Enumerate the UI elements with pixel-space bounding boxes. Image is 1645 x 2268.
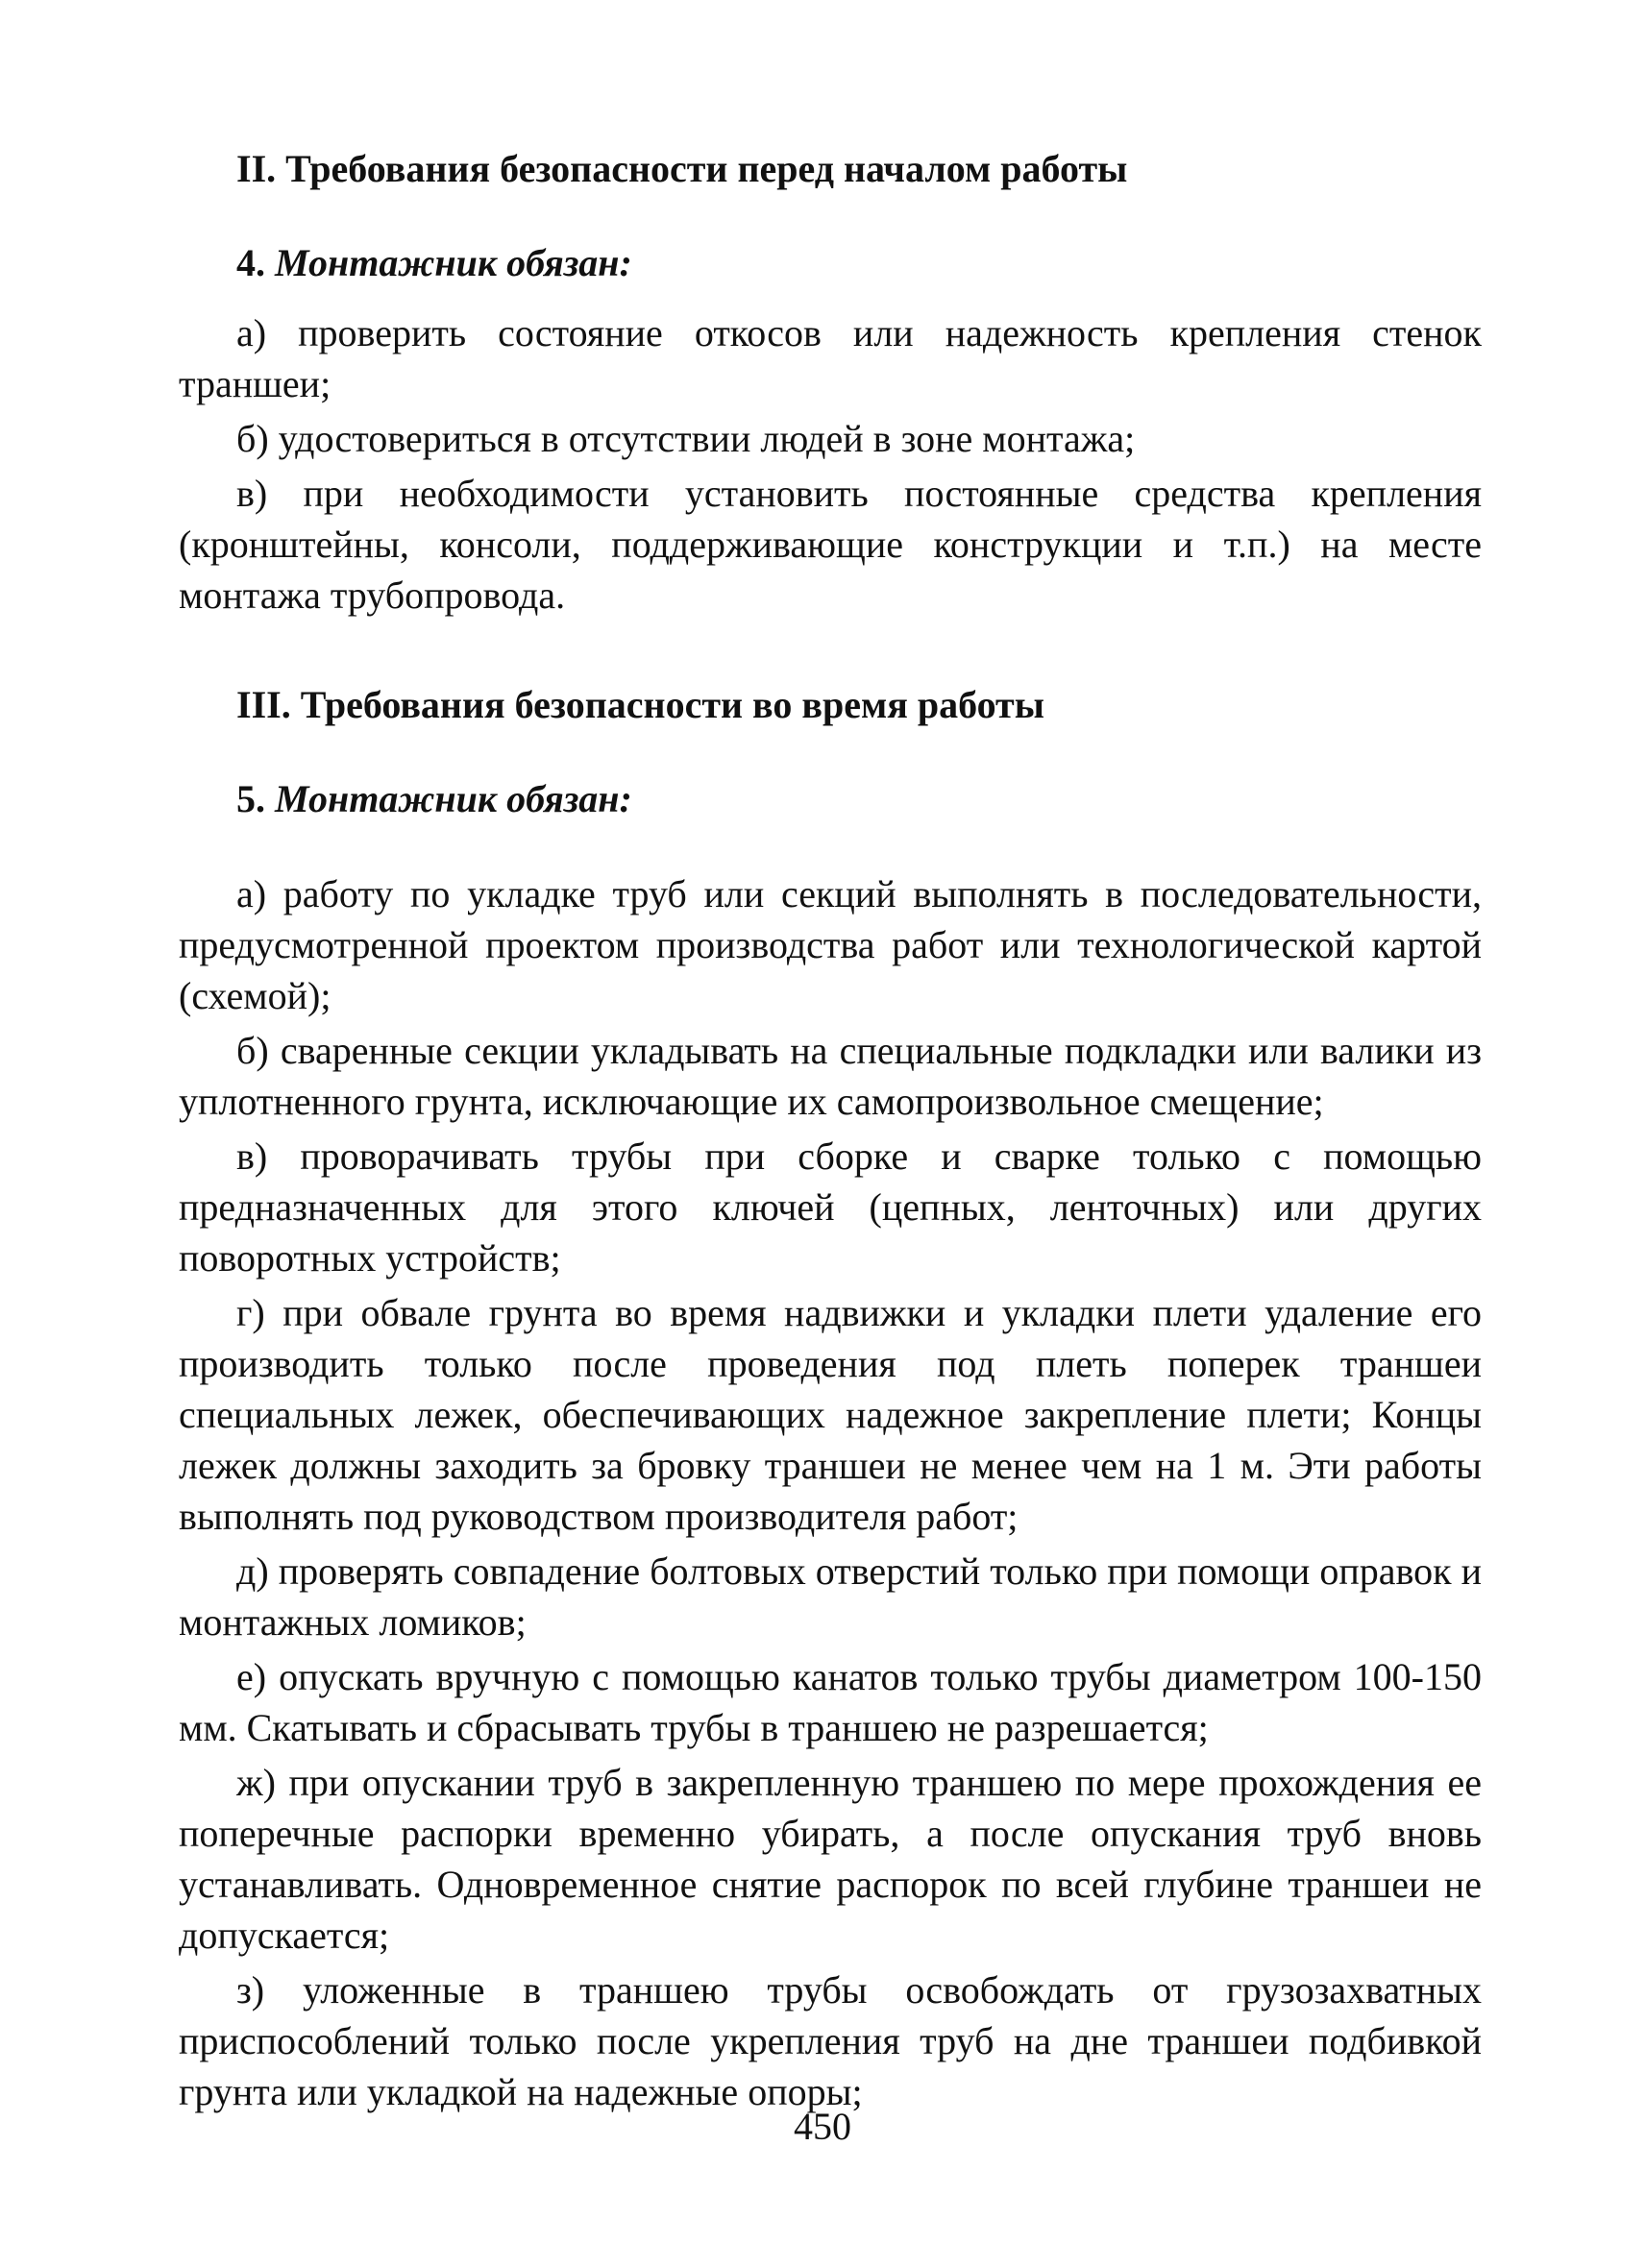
item-4-label: Монтажник обязан: [275, 241, 632, 284]
paragraph-5zh: ж) при опускании труб в закрепленную траншею по мере прохождения ее поперечные распорки временно убирать, а после опускания труб вновь устанавливать. Одновременное снятие распорок по всей глубине траншеи не допускается; [179, 1761, 1482, 1957]
paragraph-5v: в) проворачивать трубы при сборке и сварке только с помощью предназначенных для этого ключей (цепных, ленточных) или других поворотных устройств; [179, 1134, 1482, 1280]
section-2-heading: II. Требования безопасности перед началом работы [236, 147, 1128, 190]
item-5-title [236, 774, 1482, 824]
paragraph-5b: б) сваренные секции укладывать на специальные подкладки или валики из уплотненного грунта, исключающие их самопроизвольное смещение; [179, 1029, 1482, 1123]
paragraph-4b: б) удостовериться в отсутствии людей в зоне монтажа; [236, 417, 1136, 460]
item-4-number: 4. [236, 241, 265, 284]
paragraph-5g: г) при обвале грунта во время надвижки и укладки плети удаление его производить только после проведения под плеть поперек траншеи специальных лежек, обеспечивающих надежное закрепление плети; Концы лежек должны заходить за бровку траншеи не менее чем на 1 м. Эти работы выполнять под руководством производителя работ; [179, 1291, 1482, 1538]
paragraph-4a: а) проверить состояние откосов или надежность крепления стенок траншеи; [179, 311, 1482, 405]
paragraph-5d: д) проверять совпадение болтовых отверстий только при помощи оправок и монтажных ломиков; [179, 1549, 1482, 1644]
item-5-number: 5. [236, 777, 265, 820]
paragraph-5z: з) уложенные в траншею трубы освобождать от грузозахватных приспособлений только после укрепления труб на дне траншеи подбивкой грунта или укладкой на надежные опоры; [179, 1968, 1482, 2113]
document-page [179, 144, 1482, 2121]
paragraph-4v: в) при необходимости установить постоянные средства крепления (кронштейны, консоли, поддерживающие конструкции и т.п.) на месте монтажа трубопровода. [179, 472, 1482, 617]
paragraph-5e: е) опускать вручную с помощью канатов только трубы диаметром 100-150 мм. Скатывать и сбрасывать трубы в траншею не разрешается; [179, 1655, 1482, 1749]
paragraph-5a: а) работу по укладке труб или секций выполнять в последовательности, предусмотренной проектом производства работ или технологической картой (схемой); [179, 872, 1482, 1017]
item-5-label: Монтажник обязан: [275, 777, 632, 820]
section-3-heading: III. Требования безопасности во время работы [236, 683, 1044, 726]
page-number: 450 [794, 2105, 851, 2148]
item-4-title [236, 238, 1482, 288]
